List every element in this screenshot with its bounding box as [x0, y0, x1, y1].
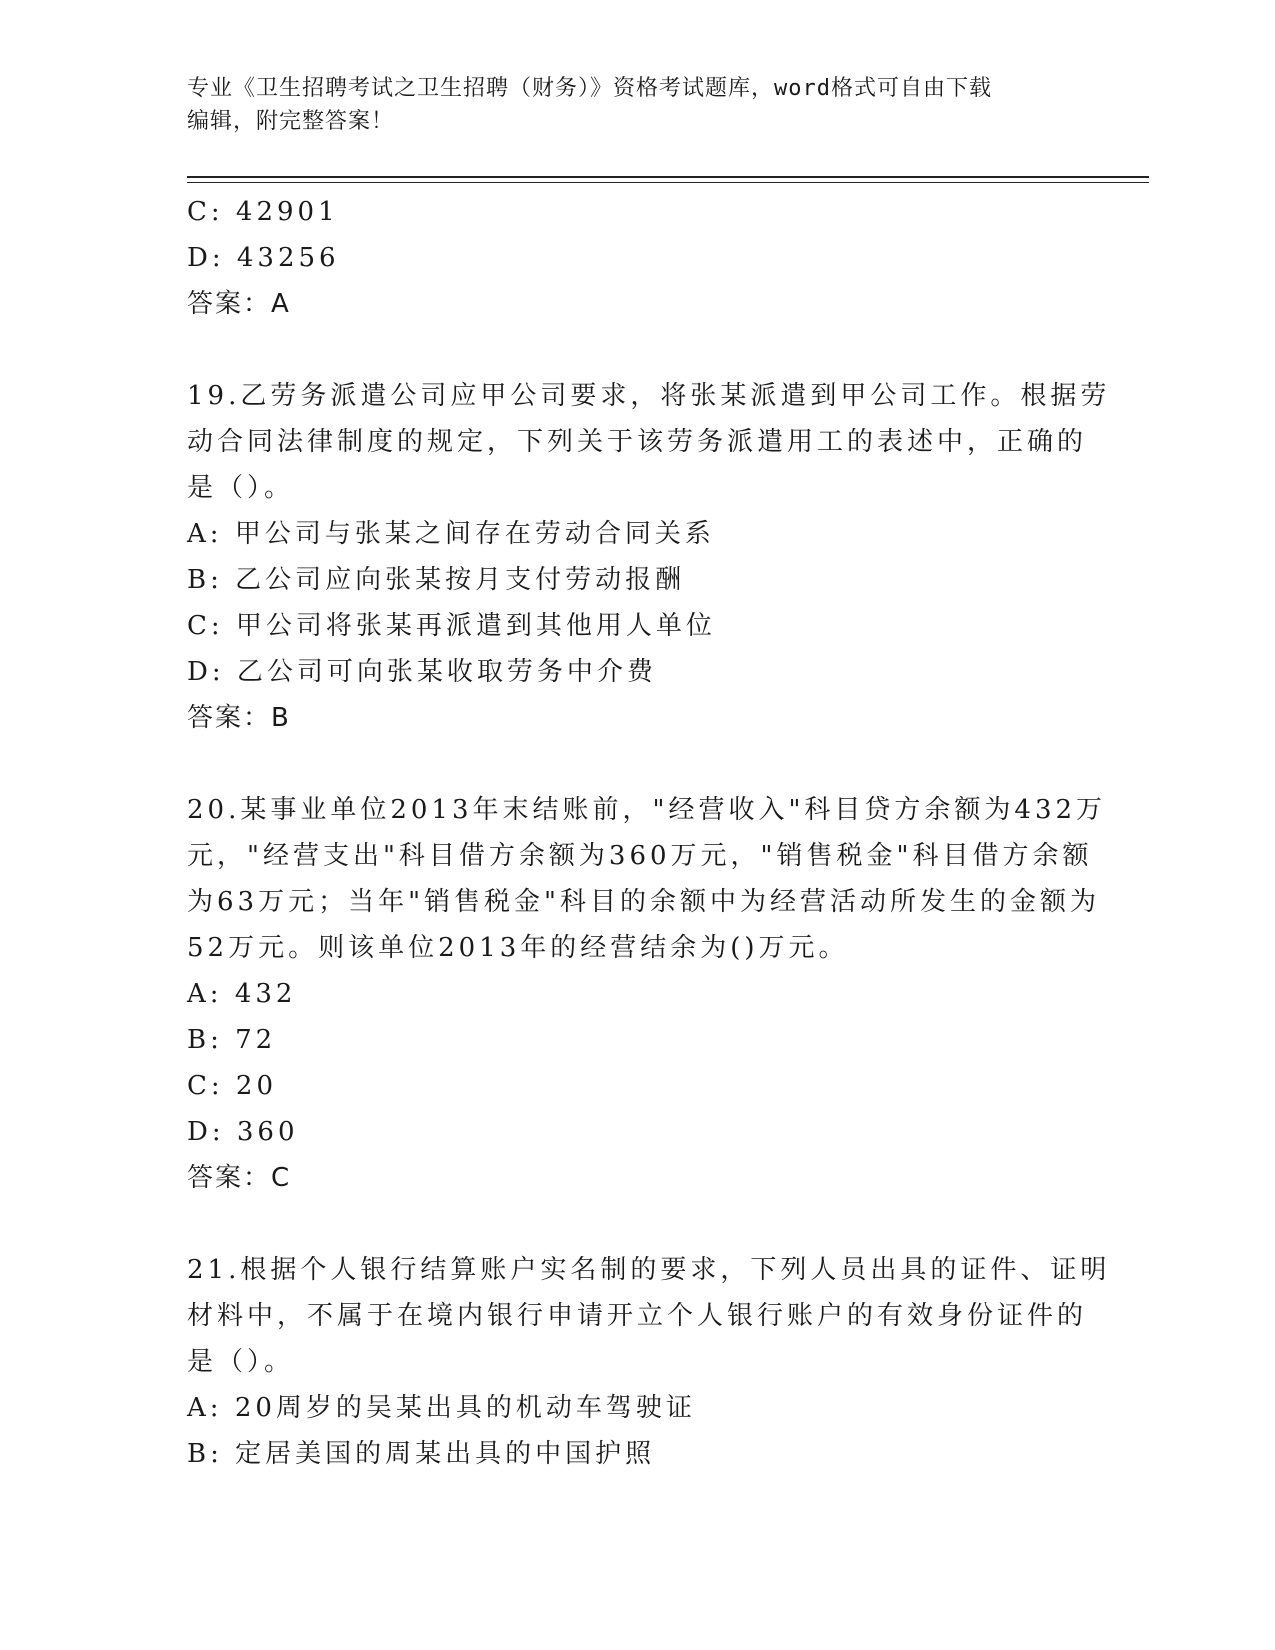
- question-21: [187, 1247, 1111, 1477]
- question-text-line: 19.乙劳务派遣公司应甲公司要求，将张某派遣到甲公司工作。根据劳: [187, 381, 1111, 411]
- answer: 答案：A: [187, 289, 291, 319]
- question-20: [187, 787, 1107, 1201]
- question-text-line: 20.某事业单位2013年末结账前，"经营收入"科目贷方余额为432万: [187, 795, 1107, 825]
- document-header: [187, 72, 1087, 138]
- option-c: C: 20: [187, 1071, 278, 1101]
- option-b: B: 乙公司应向张某按月支付劳动报酬: [187, 565, 686, 595]
- option-d: D: 360: [187, 1117, 299, 1147]
- header-divider: [187, 176, 1149, 183]
- answer: 答案：C: [187, 1163, 292, 1193]
- question-text-line: 元，"经营支出"科目借方余额为360万元，"销售税金"科目借方余额: [187, 841, 1093, 871]
- question-text-line: 52万元。则该单位2013年的经营结余为()万元。: [187, 933, 849, 963]
- question-text-line: 21.根据个人银行结算账户实名制的要求，下列人员出具的证件、证明: [187, 1255, 1111, 1285]
- option-b: B: 72: [187, 1025, 277, 1055]
- question-text-line: 材料中，不属于在境内银行申请开立个人银行账户的有效身份证件的: [187, 1301, 1088, 1331]
- question-text-line: 为63万元；当年"销售税金"科目的余额中为经营活动所发生的金额为: [187, 887, 1101, 917]
- question-list: [187, 189, 1111, 1477]
- option-c: C: 甲公司将张某再派遣到其他用人单位: [187, 611, 716, 641]
- option-a: A: 20周岁的吴某出具的机动车驾驶证: [187, 1393, 696, 1423]
- option-a: A: 甲公司与张某之间存在劳动合同关系: [187, 519, 715, 549]
- question-19: [187, 373, 1111, 741]
- header-line-2: 编辑，附完整答案！: [187, 109, 395, 134]
- option-d: D: 43256: [187, 243, 340, 273]
- header-line-1: 专业《卫生招聘考试之卫生招聘（财务）》资格考试题库，word格式可自由下载: [187, 76, 992, 101]
- question-text-line: 是（）。: [187, 1347, 295, 1377]
- option-c: C: 42901: [187, 197, 339, 227]
- question-text-line: 动合同法律制度的规定，下列关于该劳务派遣用工的表述中，正确的: [187, 427, 1088, 457]
- question-text-line: 是（）。: [187, 473, 295, 503]
- answer: 答案：B: [187, 703, 291, 733]
- question-18-tail: [187, 189, 1087, 327]
- option-b: B: 定居美国的周某出具的中国护照: [187, 1439, 656, 1469]
- option-d: D: 乙公司可向张某收取劳务中介费: [187, 657, 657, 687]
- option-a: A: 432: [187, 979, 297, 1009]
